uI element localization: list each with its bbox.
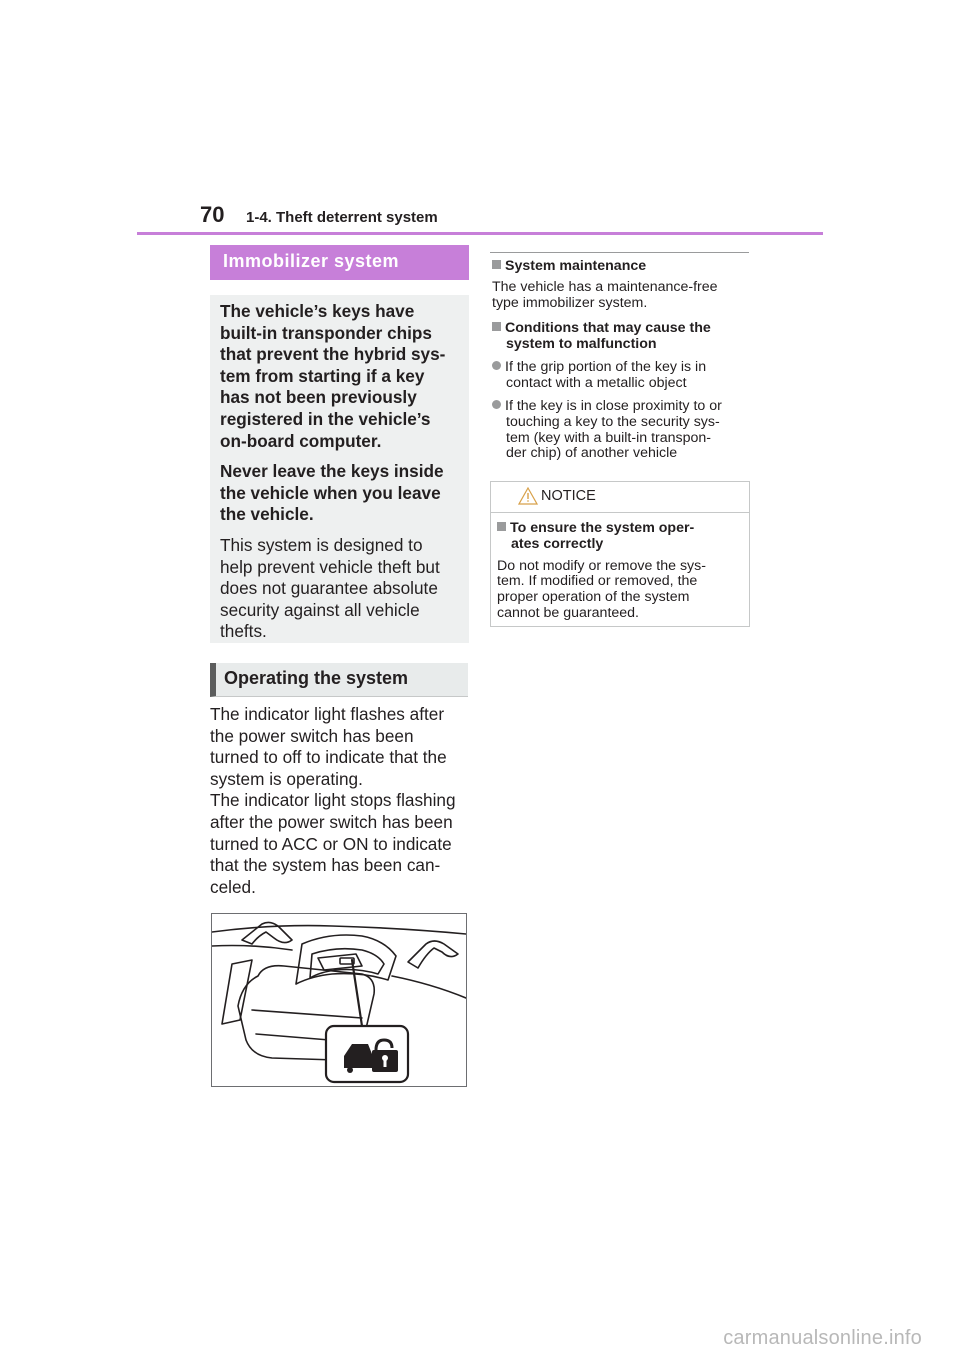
- body-line: The indicator light flashes after: [210, 704, 445, 724]
- warning-line: the vehicle.: [220, 504, 314, 525]
- intro-line: built-in transponder chips: [220, 322, 432, 343]
- body-line: that the system has been can-: [210, 855, 441, 876]
- malfunction-bullet-1: If the grip portion of the key is in contact with a metallic object: [492, 360, 750, 392]
- console-drawing: [212, 914, 466, 1086]
- intro-box: [210, 295, 469, 643]
- round-bullet-icon: [492, 400, 501, 409]
- column-rule: [490, 252, 749, 253]
- intro-line: has not been previously: [220, 387, 417, 408]
- watermark: carmanualsonline.info: [723, 1327, 922, 1349]
- notice-line: tem. If modified or removed, the: [497, 573, 698, 590]
- warning-line: Never leave the keys inside: [220, 461, 444, 482]
- disclaimer-line: This system is designed to: [220, 534, 423, 555]
- maintenance-line: type immobilizer system.: [492, 294, 648, 311]
- disclaimer-line: does not guarantee absolute: [220, 578, 438, 599]
- body-line: celed.: [210, 876, 256, 897]
- malfunction-heading: Conditions that may cause the system to malfunction: [492, 321, 750, 353]
- body-line: the power switch has been: [210, 725, 414, 746]
- body-line: turned to off to indicate that the: [210, 747, 447, 768]
- intro-line: registered in the vehicle’s: [220, 408, 431, 429]
- operating-body: [210, 704, 472, 898]
- intro-line: tem from starting if a key: [220, 365, 425, 386]
- page-number: 70: [200, 202, 225, 227]
- overhead-console-illustration: [211, 913, 467, 1087]
- intro-line: on-board computer.: [220, 430, 382, 451]
- disclaimer-line: help prevent vehicle theft but: [220, 556, 440, 577]
- notice-header: [491, 482, 749, 513]
- round-bullet-icon: [492, 361, 501, 370]
- section-title: 1-4. Theft deterrent system: [246, 209, 438, 226]
- body-line: system is operating.: [210, 768, 363, 789]
- maintenance-line: The vehicle has a maintenance-free: [492, 278, 718, 295]
- notice-box: [490, 481, 750, 627]
- square-bullet-icon: [492, 322, 501, 331]
- malfunction-bullet-2: If the key is in close proximity to or touching a key to the security sys- tem (key with a built-in transpon- der chip) of another vehicle: [492, 399, 750, 462]
- maintenance-section: [492, 259, 750, 311]
- notice-body: To ensure the system oper- ates correctly Do not modify or remove the sys- tem. If modified or removed, the proper operation of the system cannot be guaranteed.: [491, 513, 749, 622]
- notice-line: Do not modify or remove the sys-: [497, 557, 706, 574]
- intro-line: The vehicle’s keys have: [220, 301, 415, 321]
- notice-title: NOTICE: [541, 488, 596, 504]
- intro-line: that prevent the hybrid sys-: [220, 344, 446, 365]
- operating-heading: Operating the system: [210, 663, 468, 697]
- maintenance-heading: System maintenance: [492, 259, 750, 275]
- square-bullet-icon: [492, 260, 501, 269]
- warning-triangle-icon: [518, 487, 538, 505]
- immobilizer-heading: Immobilizer system: [210, 245, 469, 280]
- warning-line: the vehicle when you leave: [220, 482, 441, 503]
- square-bullet-icon: [497, 522, 506, 531]
- body-line: turned to ACC or ON to indicate: [210, 833, 452, 854]
- notice-line: proper operation of the system: [497, 589, 690, 606]
- notice-line: cannot be guaranteed.: [497, 604, 639, 621]
- body-line: The indicator light stops flashing: [210, 790, 456, 811]
- header-rule: [137, 232, 823, 235]
- body-line: after the power switch has been: [210, 811, 453, 832]
- disclaimer-line: thefts.: [220, 621, 267, 642]
- disclaimer-line: security against all vehicle: [220, 599, 420, 620]
